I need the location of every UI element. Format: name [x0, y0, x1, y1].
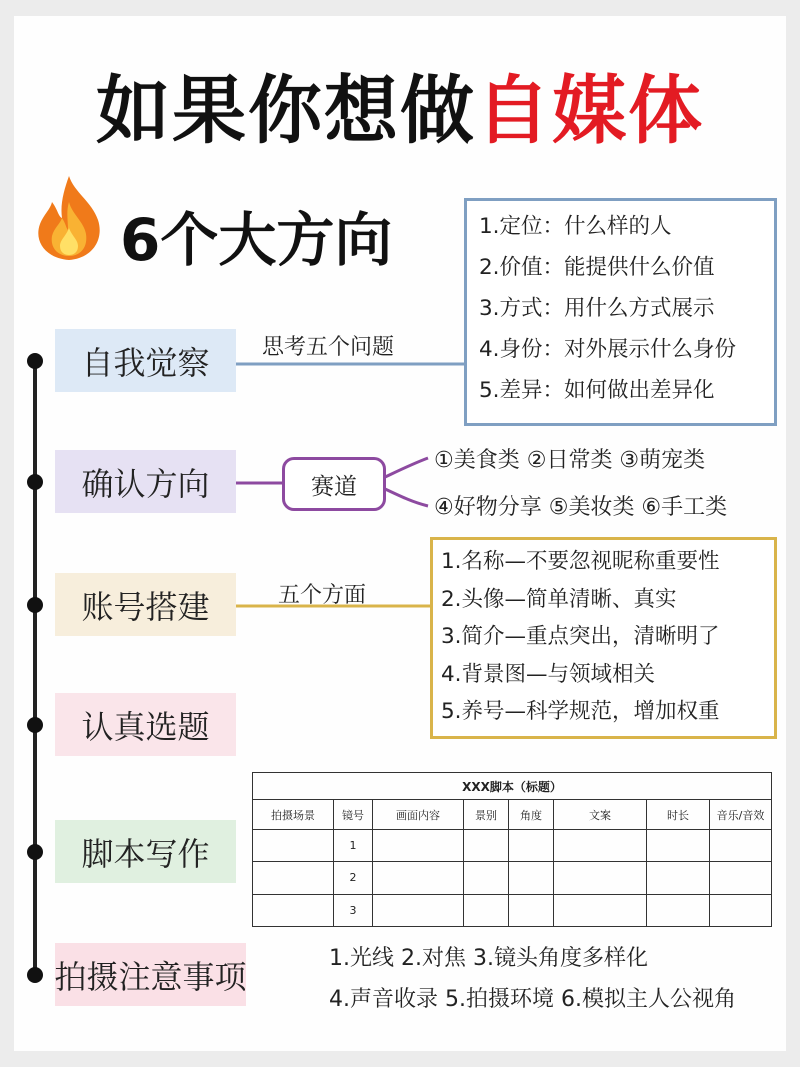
timeline-dot	[27, 474, 43, 490]
list-item: 2.价值：能提供什么价值	[479, 255, 715, 280]
shot-number: 1	[334, 830, 373, 862]
timeline-dot	[27, 597, 43, 613]
connector-label-five-aspects: 五个方面	[278, 583, 367, 608]
timeline-dot	[27, 844, 43, 860]
shooting-notes-line-1: 1.光线 2.对焦 3.镜头角度多样化	[329, 946, 648, 971]
list-item: 1.定位：什么样的人	[479, 214, 672, 239]
shot-number: 2	[334, 862, 373, 894]
connector-label-five-questions: 思考五个问题	[262, 335, 395, 360]
track-list-row-2: ④好物分享 ⑤美妆类 ⑥手工类	[434, 495, 728, 520]
node-script-writing: 脚本写作	[55, 820, 236, 883]
node-account-setup: 账号搭建	[55, 573, 236, 636]
list-item: 3.简介—重点突出，清晰明了	[441, 624, 720, 649]
script-table-title: XXX脚本（标题）	[253, 773, 772, 800]
shot-number: 3	[334, 894, 373, 926]
table-header: 文案	[554, 800, 647, 830]
shooting-notes-line-2: 4.声音收录 5.拍摄环境 6.模拟主人公视角	[329, 987, 736, 1012]
script-table	[252, 772, 772, 927]
table-header: 拍摄场景	[253, 800, 334, 830]
node-confirm-direction: 确认方向	[55, 450, 236, 513]
list-item: 4.身份：对外展示什么身份	[479, 337, 737, 362]
table-header: 音乐/音效	[710, 800, 772, 830]
subtitle: 6个大方向	[120, 206, 393, 274]
list-item: 5.差异：如何做出差异化	[479, 378, 715, 403]
list-item: 3.方式：用什么方式展示	[479, 296, 715, 321]
node-topic-selection: 认真选题	[55, 693, 236, 756]
track-hub: 赛道	[282, 457, 386, 511]
table-header: 镜号	[334, 800, 373, 830]
timeline-dot	[27, 353, 43, 369]
five-aspects-box	[430, 537, 777, 739]
table-header: 角度	[509, 800, 554, 830]
script-table-wrapper	[252, 772, 772, 927]
track-list-row-1: ①美食类 ②日常类 ③萌宠类	[434, 448, 706, 473]
table-row	[253, 862, 772, 894]
table-row	[253, 830, 772, 862]
node-shooting-notes: 拍摄注意事项	[55, 943, 246, 1006]
timeline-spine	[33, 362, 37, 976]
list-item: 4.背景图—与领域相关	[441, 661, 656, 687]
table-header: 景别	[464, 800, 509, 830]
list-item: 2.头像—简单清晰、真实	[441, 586, 677, 612]
table-header: 时长	[647, 800, 710, 830]
list-item: 5.养号—科学规范，增加权重	[441, 699, 720, 724]
table-header: 画面内容	[373, 800, 464, 830]
node-self-awareness: 自我觉察	[55, 329, 236, 392]
five-questions-box	[464, 198, 777, 426]
table-row	[253, 894, 772, 926]
title-part-red: 自媒体	[476, 68, 704, 154]
title-part-black: 如果你想做	[96, 68, 476, 154]
list-item: 1.名称—不要忽视昵称重要性	[441, 549, 720, 574]
timeline-dot	[27, 967, 43, 983]
timeline-dot	[27, 717, 43, 733]
